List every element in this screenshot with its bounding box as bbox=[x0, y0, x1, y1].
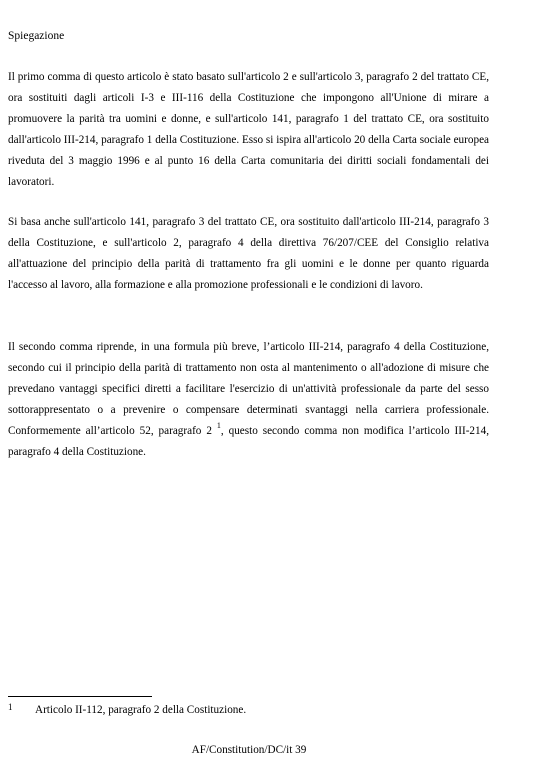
paragraph-2: Si basa anche sull'articolo 141, paragrafo 3 del trattato CE, ora sostituito dall'articolo III-214, paragrafo 3 della Costituzione, e sull'articolo 2, paragrafo 4 della direttiva 76/207/CEE del Consiglio relativa all'attuazione del principio della parità di trattamento fra gli uomini e le donne per quanto riguarda l'accesso al lavoro, alla formazione e alla promozione professionali e le condizioni di lavoro. bbox=[8, 216, 489, 291]
paragraph-3 bbox=[8, 337, 489, 463]
paragraph-1: Il primo comma di questo articolo è stato basato sull'articolo 2 e sull'articolo 3, paragrafo 2 del trattato CE, ora sostituiti dagli articoli I-3 e III-116 della Costituzione che impongono all'Unione di mirare a promuovere la parità tra uomini e donne, e sull'articolo 141, paragrafo 1 del trattato CE, ora sostituito dall'articolo III-214, paragrafo 1 della Costituzione. Esso si ispira all'articolo 20 della Carta sociale europea riveduta del 3 maggio 1996 e al punto 16 della Carta comunitaria dei diritti sociali fondamentali dei lavoratori. bbox=[8, 71, 489, 188]
footnote-number: 1 bbox=[8, 702, 13, 712]
footnote-reference: 1 bbox=[216, 421, 221, 430]
paragraph-3-text-before-ref: Il secondo comma riprende, in una formula più breve, l’articolo III-214, paragrafo 4 della Costituzione, secondo cui il principio della parità di trattamento non osta al mantenimento o all'adozione di misure che prevedano vantaggi specifici diretti a facilitare l'esercizio di un'attività professionale da parte del sesso sottorappresentato o a prevenire o compensare determinati svantaggi nella carriera professionale. Conformemente all’articolo 52, paragrafo 2 bbox=[8, 341, 489, 437]
footnote-text: Articolo II-112, paragrafo 2 della Costituzione. bbox=[35, 704, 247, 716]
paragraph-3-text-after-ref: , questo secondo comma non modifica l’articolo III-214, paragrafo 4 della Costituzione. bbox=[8, 425, 490, 458]
page-footer: AF/Constitution/DC/it 39 bbox=[191, 744, 307, 756]
footnote-separator bbox=[8, 696, 152, 697]
section-heading: Spiegazione bbox=[8, 30, 65, 42]
